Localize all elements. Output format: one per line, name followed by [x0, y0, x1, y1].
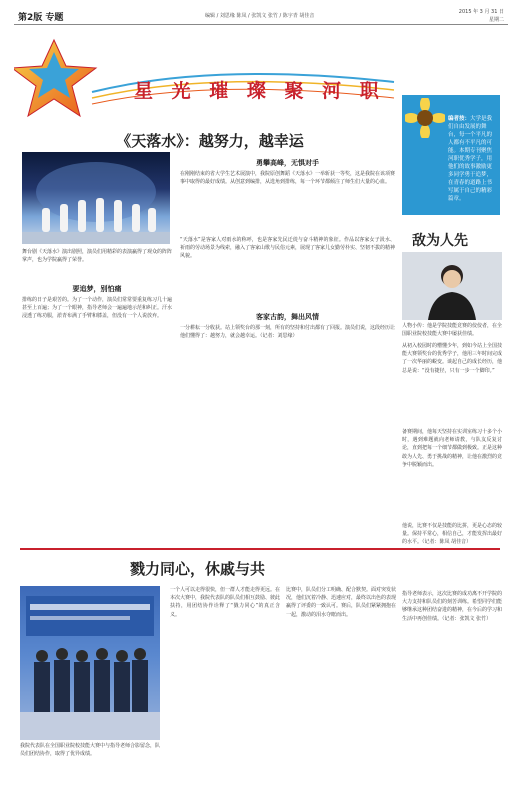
article3-para2: 比赛中，队员们分工明确、配合默契。面对突发状况，他们沉着冷静、迅速应对，最终以出色的表现赢得了评委的一致认可。赛后，队员们紧紧拥抱在一起，激动的泪水夺眶而出。 [286, 587, 397, 618]
article2-para1: 从初入校园时的懵懂少年，到如今站上全国技能大赛领奖台的优秀学子，他用三年时间完成了一次华丽的蜕变。谈起自己的成长经历，他总是说：“没有捷径，只有一步一个脚印。” [402, 343, 503, 374]
page-label: 第2版 专题 [18, 13, 64, 23]
article1-title: 《天落水》：越努力，越幸运 [116, 132, 304, 150]
date: 2015 年 3 月 31 日 [458, 9, 504, 15]
student-portrait-photo [402, 252, 502, 320]
article2-para3: 他说，比赛不仅是技能的比拼，更是心态的较量。保持平常心，相信自己，才能发挥出最好的水平。（记者：陈凤 胡佳音） [402, 523, 503, 546]
article2-para2: 备赛期间，他每天坚持在实训室练习十多个小时，遇到难题就向老师请教，与队友反复讨论，直到把每一个细节都做到极致。正是这种敢为人先、勇于挑战的精神，让他在激烈的竞争中脱颖而出。 [402, 429, 503, 468]
article2-title: 敌为人先 [412, 233, 468, 249]
dance-performers-image [22, 152, 170, 244]
banner [14, 32, 399, 122]
article1-subhead-2: 要追梦，别怕痛 [72, 285, 122, 293]
article1-subhead-3: 客家古韵，舞出风情 [256, 313, 319, 321]
weekday: 星期二 [488, 17, 504, 23]
article1-para3: “天落水”是客家人对雨水的称呼，也是客家先民迁徙与奋斗精神的象征。作品以客家女子汲水、祈雨的劳动场景为线索，融入了客家山歌与民俗元素，展现了客家儿女勤劳朴实、坚韧不拔的精神风貌。 [180, 237, 396, 260]
editors-line: 编辑 / 刘思缘 陈凤 / 张凯文 张竹 / 陈宇青 胡佳音 [205, 13, 315, 19]
dance-stage-photo [22, 152, 170, 244]
article1-subhead-1: 勇攀高峰，无惧对手 [256, 159, 319, 167]
article3-para1: 一个人可以走得很快，但一群人才能走得更远。在本次大赛中，我院代表队的队员们相互鼓励、彼此扶持，用团结协作诠释了“戮力同心”的真正含义。 [170, 587, 281, 618]
header-rule [14, 24, 508, 25]
article1-photo-caption: 舞台剧《天落水》演出剧照，演员们用精彩的表演赢得了观众的阵阵掌声，也为学院赢得了荣誉。 [22, 249, 173, 263]
team-group-photo [20, 586, 160, 740]
sunflower-icon [405, 98, 445, 138]
article2-portrait-caption: 人物小传：他是学院技能竞赛的佼佼者，在全国职业院校技能大赛中屡获佳绩。 [402, 323, 503, 337]
date-block [459, 8, 504, 24]
note-text: 大学是我们自由发展的舞台，每一个平凡的人都有不平凡的可能。本期专刊聚焦河职优秀学子，用他们的故事激励更多同学勇于追梦，在青春的道路上书写属于自己的精彩篇章。 [448, 116, 493, 202]
page-header [0, 0, 522, 30]
team-image [20, 586, 160, 740]
banner-title: 星 光 璀 璨 聚 河 职 [134, 80, 385, 102]
section-divider [20, 548, 500, 550]
article1-para4: 一分耕耘一分收获。站上领奖台的那一刻，所有的坚持和付出都有了回报。演员们说，这段经历让他们懂得了：越努力，就会越幸运。（记者：刘思缘） [180, 325, 396, 340]
note-label: 编者按： [448, 116, 471, 122]
article1-para1: 在刚刚结束的省大学生艺术展演中，我院原创舞蹈《天落水》一举斩获一等奖，这是我院在该项赛事中取得的最好成绩。从创意到编排，从选角到排练，每一个环节都倾注了师生们大量的心血。 [180, 171, 396, 186]
article3-title: 戮力同心，休戚与共 [130, 560, 266, 578]
article3-para3: 指导老师表示，这次比赛的成功离不开学院的大力支持和队员们的刻苦训练。希望同学们能够继承这种团结奋进的精神，在今后的学习和生活中再创佳绩。（记者：张凯文 张竹） [402, 591, 503, 622]
article1-para2: 排练的日子是艰苦的。为了一个动作，演员们常常要重复练习几十遍甚至上百遍；为了一个眼神，指导老师会一遍遍地示范和纠正。汗水浸透了练功服，淤青布满了手臂和膝盖，但没有一个人说放弃。 [22, 297, 173, 320]
article3-photo-caption: 我院代表队在全国职业院校技能大赛中与指导老师合影留念，队员们团结协作，取得了优异成绩。 [20, 743, 161, 757]
portrait-image [402, 252, 502, 320]
